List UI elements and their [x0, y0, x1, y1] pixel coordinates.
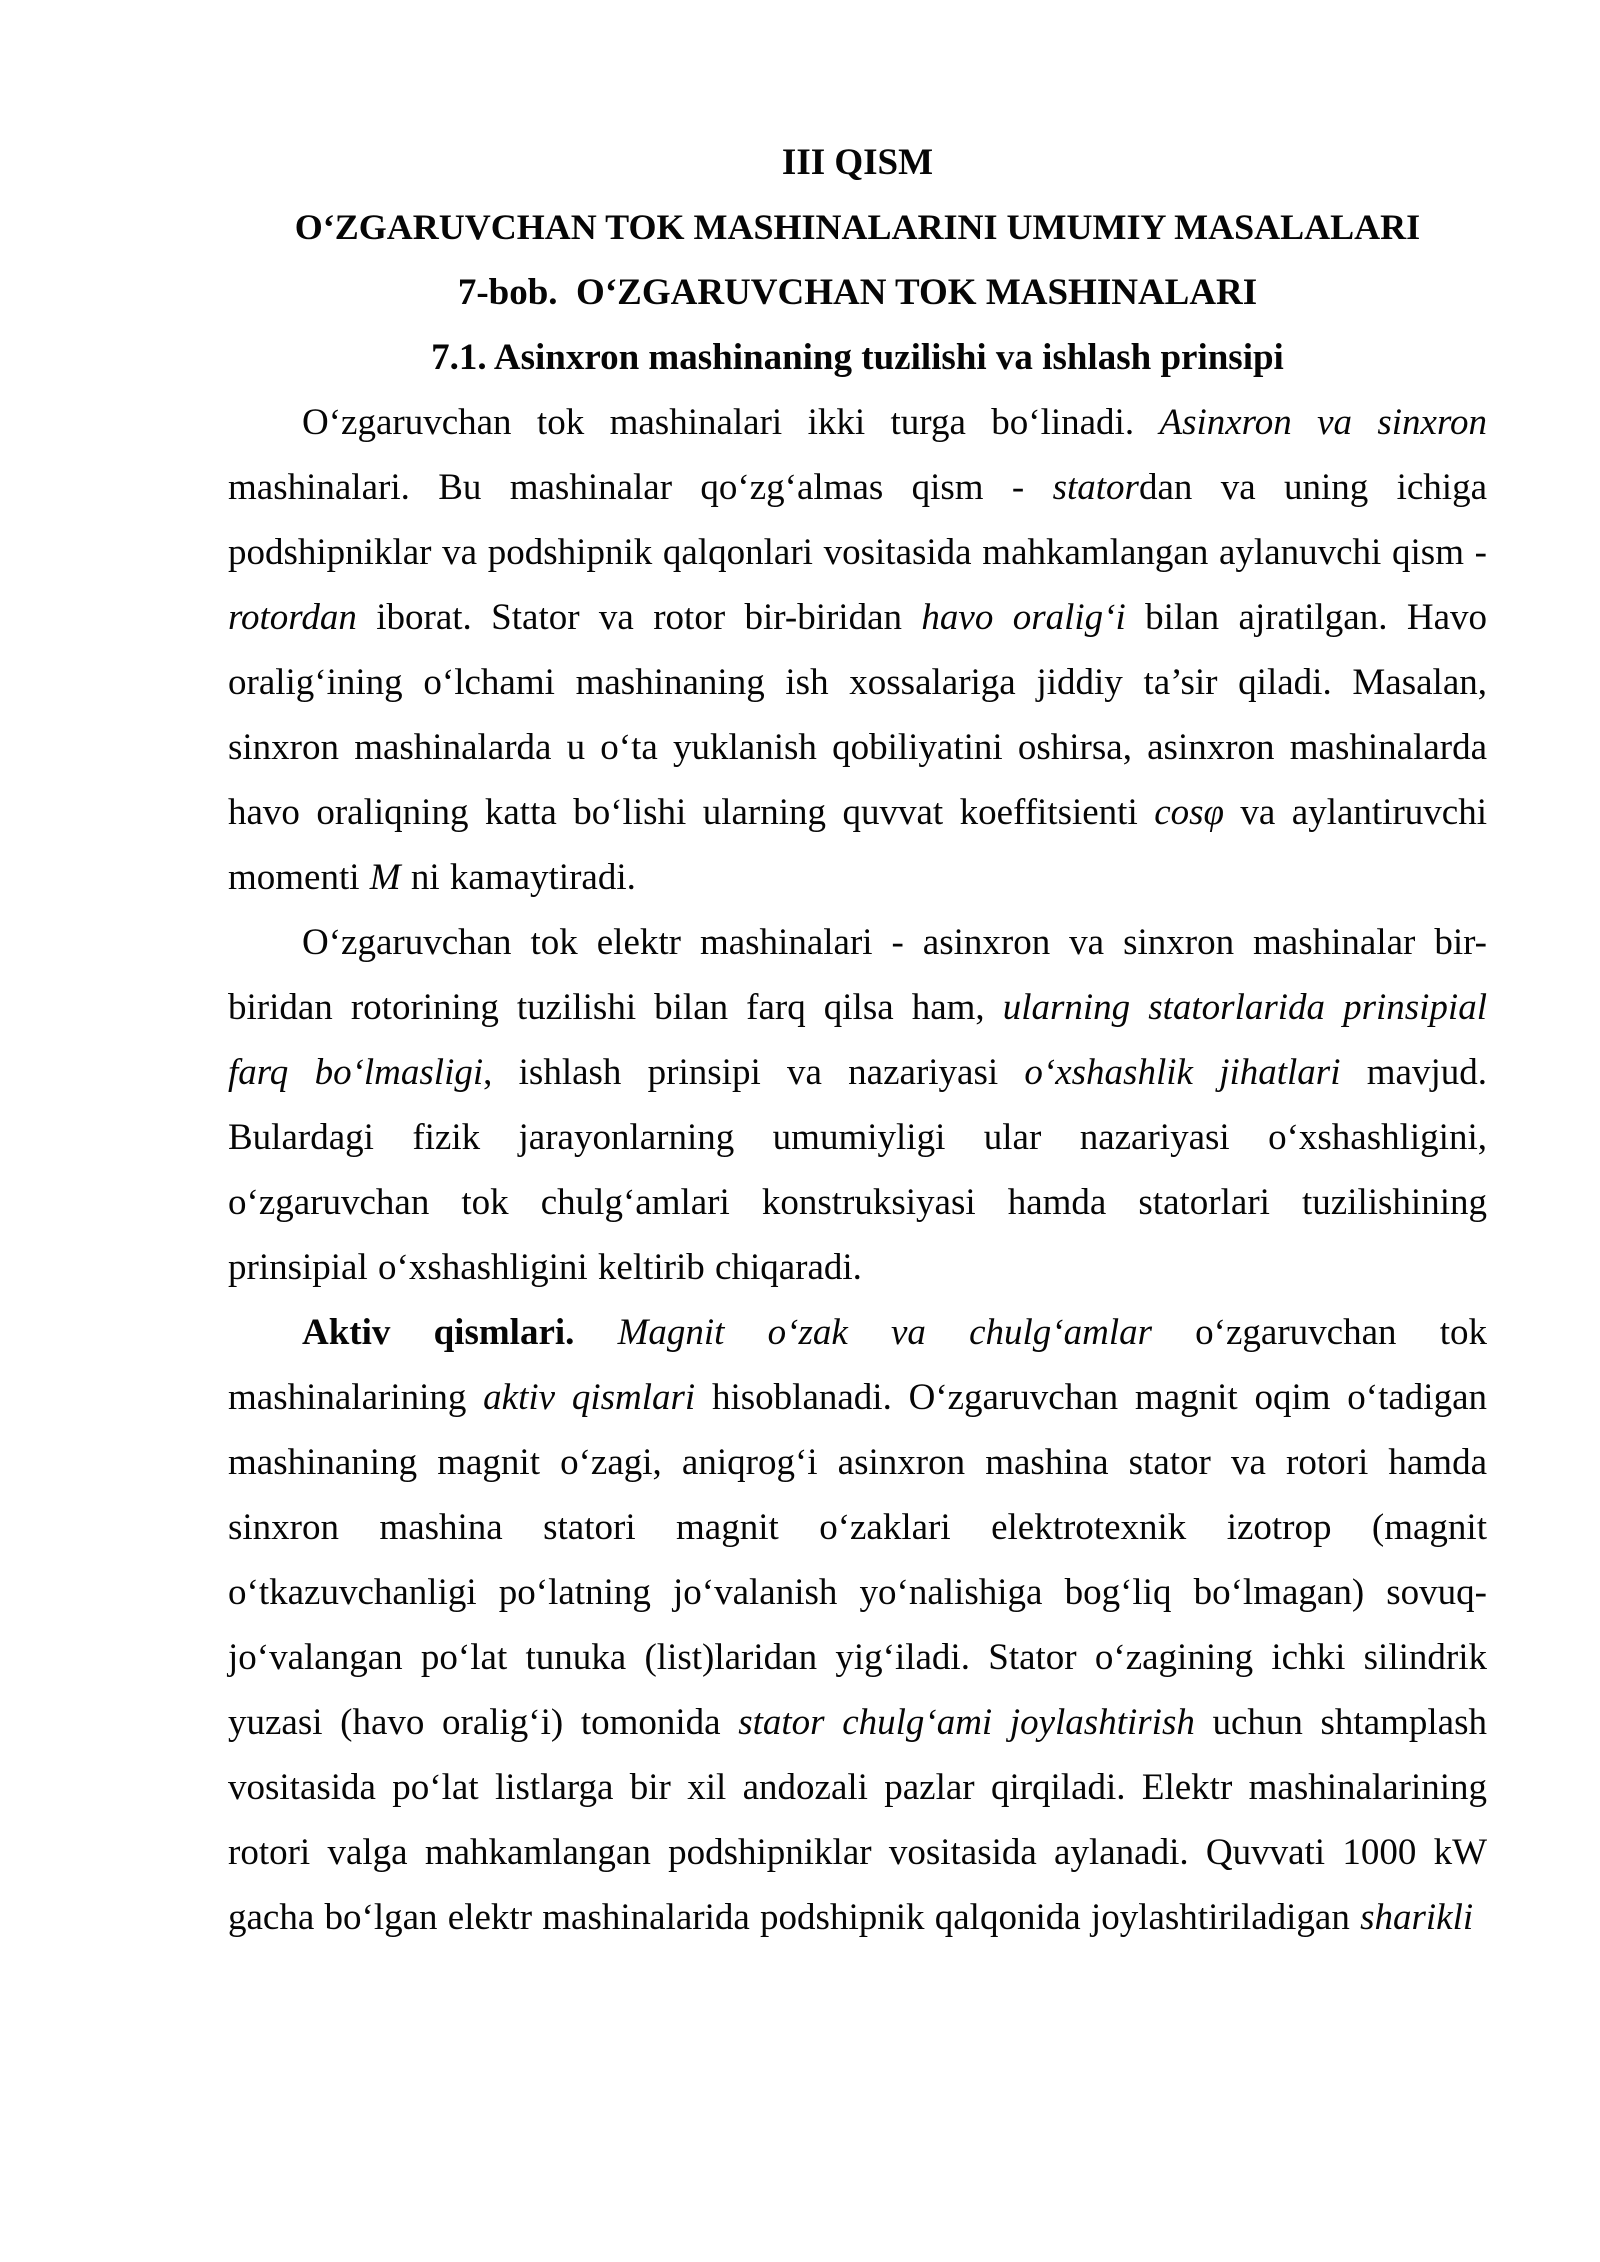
paragraph: Oʻzgaruvchan tok mashinalari ikki turga boʻlinadi. Asinxron va sinxron mashinalari. Bu mashinalar qoʻzgʻalmas qism - statordan va uning ichiga podshipniklar va podshipnik qalqonlari vositasida mahkamlangan aylanuvchi qism - rotordan iborat. Stator va rotor bir-biridan havo oraligʻi bilan ajratilgan. Havo oraligʻining oʻlchami mashinaning ish xossalariga jiddiy ta’sir qiladi. Masalan, sinxron mashinalarda u oʻta yuklanish qobiliyatini oshirsa, asinxron mashinalarda havo oraliqning katta boʻlishi ularning quvvat koeffitsienti cosφ va aylantiruvchi momenti M ni kamaytiradi.	[228, 402, 1488, 898]
section-title: III QISM	[781, 142, 934, 183]
subsection-title: 7.1. Asinxron mashinaning tuzilishi va ishlash prinsipi	[431, 337, 1284, 378]
paragraph: Aktiv qismlari. Magnit oʻzak va chulgʻamlar oʻzgaruvchan tok mashinalarining aktiv qismlari hisoblanadi. Oʻzgaruvchan magnit oqim oʻtadigan mashinaning magnit oʻzagi, aniqrogʻi asinxron mashina stator va rotori hamda sinxron mashina statori magnit oʻzaklari elektrotexnik izotrop (magnit oʻtkazuvchanligi poʻlatning joʻvalanish yoʻnalishiga bogʻliq boʻlmagan) sovuq-joʻvalangan poʻlat tunuka (list)laridan yigʻiladi. Stator oʻzagining ichki silindrik yuzasi (havo oraligʻi) tomonida stator chulgʻami joylashtirish uchun shtamplash vositasida poʻlat listlarga bir xil andozali pazlar qirqiladi. Elektr mashinalarining rotori valga mahkamlangan podshipniklar vositasida aylanadi. Quvvati 1000 kW gacha boʻlgan elektr mashinalarida podshipnik qalqonida joylashtiriladigan sharikli	[228, 1312, 1488, 1938]
paragraphs	[228, 390, 1487, 1950]
chapter-title: 7-bob. OʻZGARUVCHAN TOK MASHINALARI	[457, 272, 1258, 313]
paragraph: Oʻzgaruvchan tok elektr mashinalari - asinxron va sinxron mashinalar bir-biridan rotorining tuzilishi bilan farq qilsa ham, ularning statorlarida prinsipial farq boʻlmasligi, ishlash prinsipi va nazariyasi oʻxshashlik jihatlari mavjud. Bulardagi fizik jarayonlarning umumiyligi ular nazariyasi oʻxshashligini, oʻzgaruvchan tok chulgʻamlari konstruksiyasi hamda statorlari tuzilishining prinsipial oʻxshashligini keltirib chiqaradi.	[228, 922, 1487, 1288]
part-title: OʻZGARUVCHAN TOK MASHINALARINI UMUMIY MASALALARI	[294, 207, 1421, 247]
